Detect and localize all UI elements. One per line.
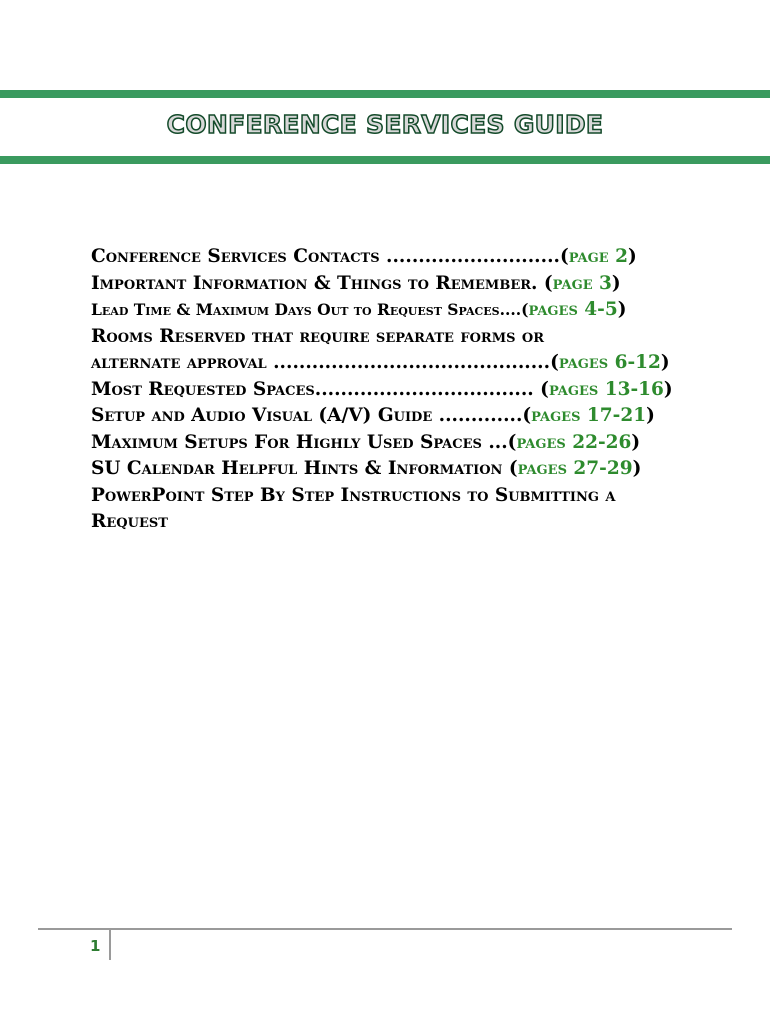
toc-label: alternate approval ...........................................( — [91, 352, 559, 373]
toc-entry[interactable] — [91, 244, 731, 271]
page-title: CONFERENCE SERVICES GUIDE — [166, 110, 604, 139]
toc-entry[interactable] — [91, 377, 731, 404]
toc-page-ref[interactable]: pages 27-29 — [517, 458, 633, 479]
toc-label: Request — [91, 511, 168, 532]
toc-entry[interactable] — [91, 297, 731, 324]
footer-separator — [109, 930, 111, 960]
toc-label: Conference Services Contacts ...........................( — [91, 246, 569, 267]
toc-entry[interactable] — [91, 483, 731, 510]
toc-label: Important Information & Things to Remember. ( — [91, 272, 553, 294]
toc-page-ref[interactable]: pages 22-26 — [516, 431, 632, 453]
toc-entry[interactable] — [91, 271, 731, 298]
toc-label: PowerPoint Step By Step Instructions to Submitting a — [91, 484, 616, 506]
toc-entry[interactable] — [91, 350, 731, 377]
toc-page-ref[interactable]: pages 6-12 — [558, 352, 661, 373]
toc-entry[interactable] — [91, 430, 731, 457]
toc-entry[interactable] — [91, 324, 731, 351]
toc-page-ref[interactable]: pages 4-5 — [528, 299, 618, 320]
toc-entry[interactable] — [91, 403, 731, 430]
toc-label: Maximum Setups For Highly Used Spaces ...( — [91, 431, 517, 453]
toc-close: ) — [663, 378, 673, 400]
toc-page-ref[interactable]: page 3 — [552, 272, 612, 294]
toc-label: Rooms Reserved that require separate forms or — [91, 325, 545, 347]
toc-close: ) — [631, 431, 641, 453]
toc-close: ) — [611, 272, 621, 294]
footer-rule — [38, 928, 732, 930]
toc-page-ref[interactable]: pages 13-16 — [548, 378, 664, 400]
table-of-contents — [91, 244, 731, 536]
page-number: 1 — [90, 937, 101, 955]
toc-label: Setup and Audio Visual (A/V) Guide .............( — [91, 405, 532, 426]
toc-close: ) — [617, 299, 627, 320]
toc-close: ) — [627, 246, 637, 267]
toc-close: ) — [660, 352, 670, 373]
toc-close: ) — [632, 458, 642, 479]
toc-label: SU Calendar Helpful Hints & Information ( — [91, 458, 518, 479]
header-bar-bottom — [0, 156, 770, 164]
toc-page-ref[interactable]: pages 17-21 — [531, 405, 647, 426]
toc-entry[interactable] — [91, 456, 731, 483]
header-bar-top — [0, 90, 770, 98]
toc-page-ref[interactable]: page 2 — [568, 246, 628, 267]
toc-entry[interactable] — [91, 509, 731, 536]
toc-label: Most Requested Spaces.................................. ( — [91, 378, 549, 400]
toc-close: ) — [646, 405, 655, 426]
toc-label: Lead Time & Maximum Days Out to Request Spaces....( — [91, 300, 529, 319]
